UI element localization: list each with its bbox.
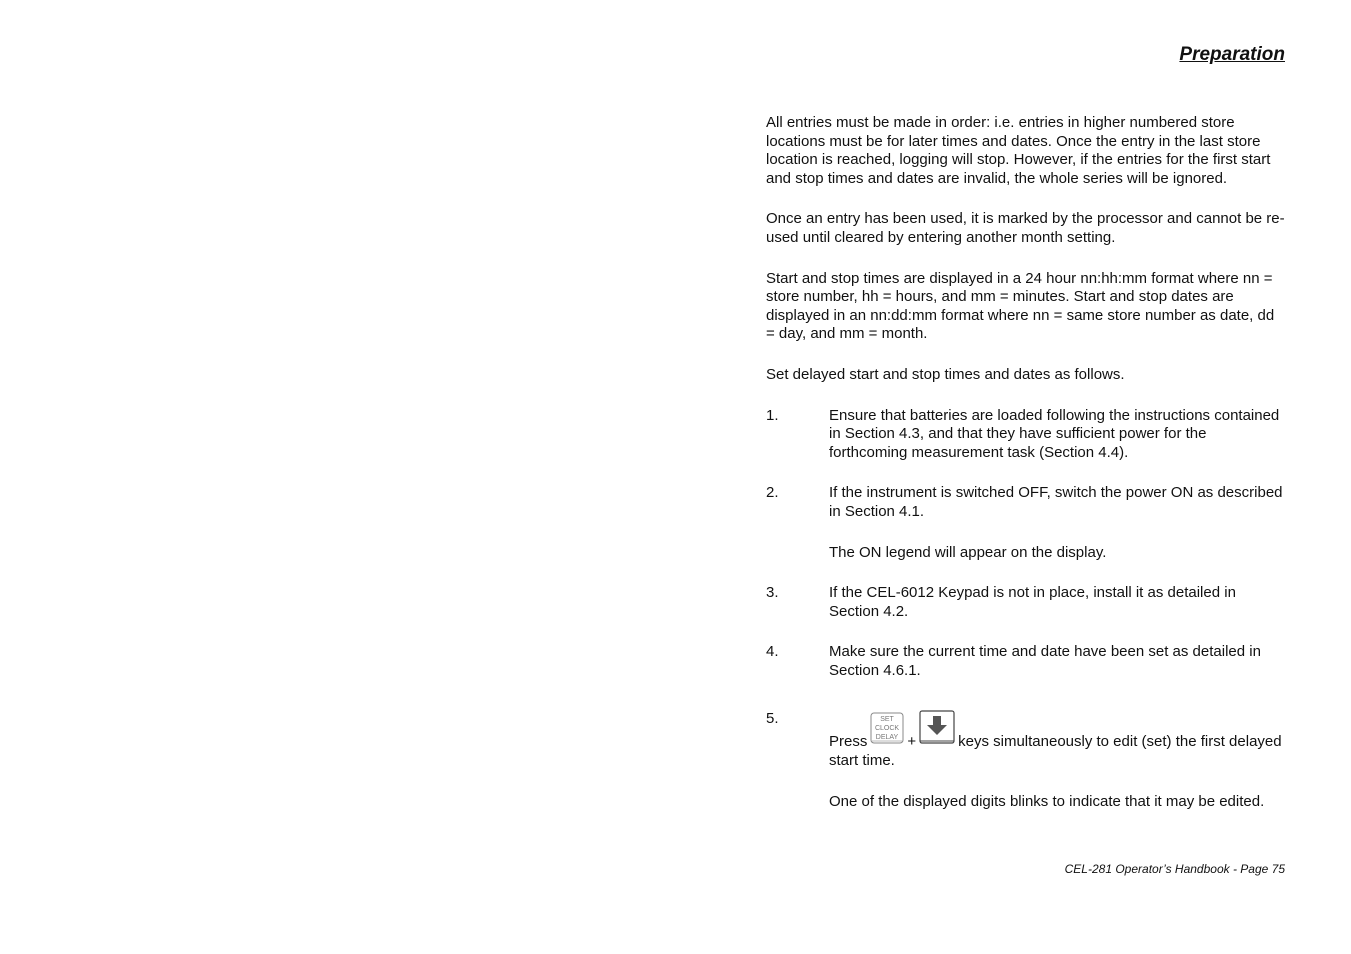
set-key-line-3: DELAY bbox=[876, 734, 899, 742]
step-4 bbox=[766, 643, 1285, 680]
step-number: 3. bbox=[766, 584, 779, 602]
step-5 bbox=[766, 710, 1285, 811]
paragraph-order-of-entries: All entries must be made in order: i.e. entries in higher numbered store locations must be for later times and dates. Once the entry in the last store location is reached, logging will stop. However, if the entries for the first start and stop times and dates are invalid, the whole series will be ignored. bbox=[766, 114, 1271, 187]
step-text bbox=[829, 710, 1285, 770]
set-clock-delay-key-icon bbox=[870, 712, 904, 744]
step-3 bbox=[766, 584, 1285, 621]
step-text: Make sure the current time and date have been set as detailed in Section 4.6.1. bbox=[829, 643, 1261, 679]
step-number: 4. bbox=[766, 643, 779, 661]
page-section-title: Preparation bbox=[1179, 44, 1285, 65]
set-key-line-1: SET bbox=[880, 716, 895, 724]
step-number: 2. bbox=[766, 484, 779, 502]
paragraph-entry-marked: Once an entry has been used, it is marked by the processor and cannot be re-used until cleared by entering another month setting. bbox=[766, 210, 1285, 246]
step-number: 5. bbox=[766, 710, 779, 728]
step-2 bbox=[766, 484, 1285, 562]
page-footer: CEL-281 Operator’s Handbook - Page 75 bbox=[1064, 862, 1285, 876]
press-label: Press bbox=[829, 733, 868, 751]
step-note: The ON legend will appear on the display. bbox=[829, 543, 1107, 561]
step-text: Ensure that batteries are loaded following the instructions contained in Section 4.3, and that they have sufficient power for the forthcoming measurement task (Section 4.4). bbox=[829, 406, 1280, 461]
plus-sign: + bbox=[907, 733, 917, 751]
step-5-instruction: keys simultaneously to edit (set) the first delayed start time. bbox=[829, 733, 1282, 770]
down-arrow-key-icon bbox=[919, 710, 955, 744]
paragraph-time-date-format: Start and stop times are displayed in a 24 hour nn:hh:mm format where nn = store number, hh = hours, and mm = minutes. Start and stop dates are displayed in an nn:dd:mm format where nn = same store number as date, dd = day, and mm = month. bbox=[766, 269, 1275, 343]
set-key-line-2: CLOCK bbox=[875, 725, 900, 733]
step-text: If the instrument is switched OFF, switch the power ON as described in Section 4.1. bbox=[829, 484, 1283, 520]
step-note: One of the displayed digits blinks to indicate that it may be edited. bbox=[829, 792, 1265, 810]
paragraph-set-delayed: Set delayed start and stop times and dates as follows. bbox=[766, 365, 1125, 383]
step-text: If the CEL-6012 Keypad is not in place, install it as detailed in Section 4.2. bbox=[829, 584, 1236, 620]
step-number: 1. bbox=[766, 406, 779, 424]
page-body bbox=[766, 114, 1285, 833]
step-1 bbox=[766, 407, 1285, 463]
